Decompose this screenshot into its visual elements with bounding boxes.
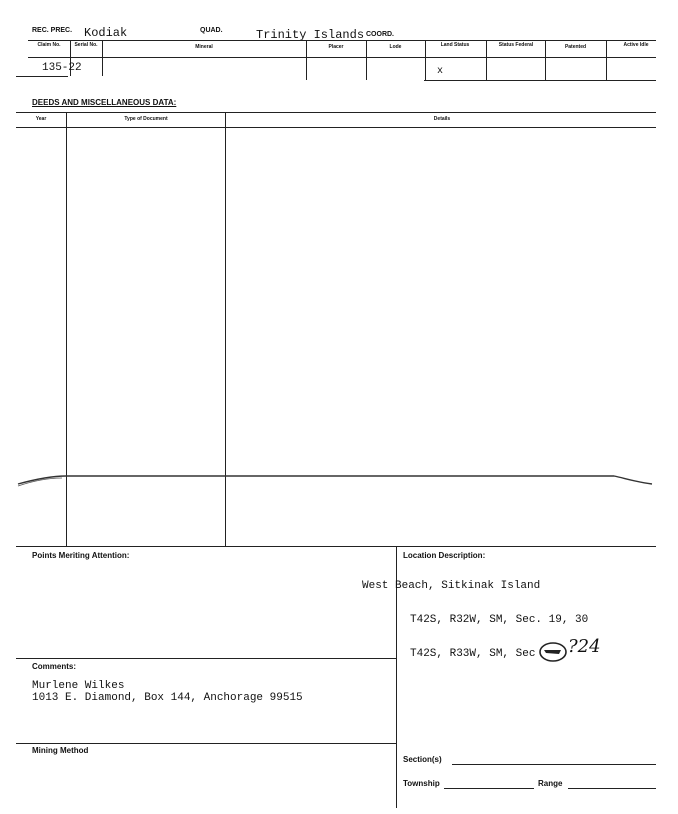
township-label: Township [403, 779, 440, 788]
col-active-idle: Active Idle [623, 42, 649, 48]
mining-method-label: Mining Method [32, 746, 89, 755]
col-divider [425, 40, 426, 80]
col-serial-no: Serial No. [74, 42, 98, 48]
col-type-of-document: Type of Document [124, 116, 168, 122]
rec-prec-value: Kodiak [84, 26, 128, 40]
sections-label: Section(s) [403, 755, 442, 764]
deeds-rule-header [16, 127, 656, 128]
col-claim-no: Claim No. [37, 42, 61, 48]
col-mineral: Mineral [195, 44, 213, 50]
location-line-3: T42S, R33W, SM, Sec [410, 648, 536, 660]
township-fill-line [444, 788, 534, 789]
claim-number-value: 135-22 [42, 62, 82, 74]
col-divider [486, 40, 487, 80]
col-patented: Patented [564, 44, 587, 50]
comments-address: 1013 E. Diamond, Box 144, Anchorage 99515 [32, 692, 303, 704]
comments-name: Murlene Wilkes [32, 680, 125, 692]
circled-scribble [538, 640, 570, 664]
header-rule-bottom-right [424, 80, 656, 81]
handwritten-section: ?24 [568, 636, 601, 657]
col-divider [606, 40, 607, 80]
col-divider [366, 40, 367, 80]
header-rule-top [28, 40, 656, 41]
fold-line [0, 466, 678, 496]
col-details: Details [433, 116, 451, 122]
quad-value: Trinity Islands [256, 28, 365, 42]
range-label: Range [538, 779, 563, 788]
col-divider [545, 40, 546, 80]
deeds-title: DEEDS AND MISCELLANEOUS DATA: [32, 98, 177, 107]
location-line-2: T42S, R32W, SM, Sec. 19, 30 [410, 614, 589, 626]
col-placer: Placer [328, 44, 344, 50]
location-description-label: Location Description: [403, 551, 486, 560]
col-year: Year [35, 116, 47, 122]
comments-label: Comments: [32, 662, 77, 671]
col-status-federal: Status Federal [498, 42, 534, 48]
quad-label: QUAD. [200, 27, 223, 34]
deeds-rule-bottom [16, 546, 656, 547]
points-meriting-attention-label: Points Meriting Attention: [32, 551, 130, 560]
col-divider [102, 40, 103, 76]
header-rule-mid [28, 57, 656, 58]
comments-rule [16, 658, 396, 659]
coord-label: COORD. [366, 31, 394, 38]
sections-fill-line [452, 764, 656, 765]
range-fill-line [568, 788, 656, 789]
land-status-mark: x [437, 66, 444, 77]
col-land-status: Land Status [440, 42, 470, 48]
deeds-rule-top [16, 112, 656, 113]
location-line-1: West Beach, Sitkinak Island [362, 580, 541, 592]
col-lode: Lode [389, 44, 402, 50]
claim-underline [16, 76, 68, 77]
col-divider [306, 40, 307, 80]
mining-rule [16, 743, 396, 744]
rec-prec-label: REC. PREC. [32, 27, 73, 34]
